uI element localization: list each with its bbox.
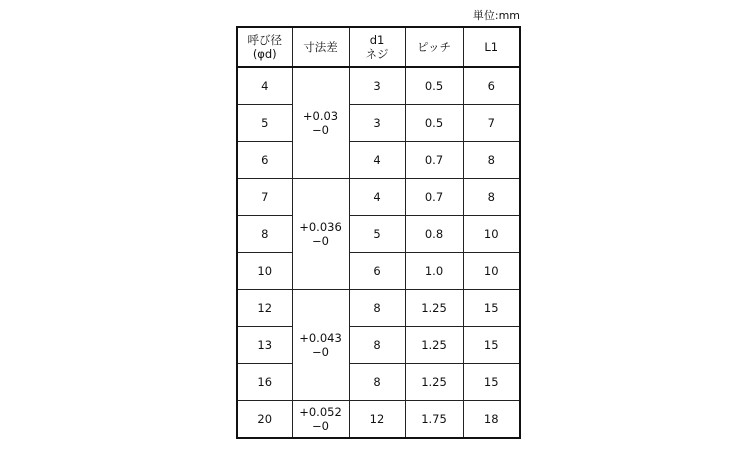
tolerance-upper: +0.03 xyxy=(302,109,339,123)
header-l1-label: L1 xyxy=(484,40,499,54)
cell-nominal-diameter: 13 xyxy=(237,327,292,364)
cell-d1: 5 xyxy=(349,216,405,253)
header-tolerance xyxy=(292,27,349,67)
tolerance-lower: −0 xyxy=(312,419,329,433)
cell-d1: 8 xyxy=(349,290,405,327)
table-row xyxy=(237,327,520,364)
cell-tolerance xyxy=(292,401,349,439)
tolerance-lower: −0 xyxy=(312,234,329,248)
cell-l1: 15 xyxy=(463,327,520,364)
table-row xyxy=(237,401,520,439)
cell-l1: 7 xyxy=(463,105,520,142)
tolerance-lower: −0 xyxy=(312,345,329,359)
cell-nominal-diameter: 20 xyxy=(237,401,292,439)
header-l1 xyxy=(463,27,520,67)
table-row xyxy=(237,179,520,216)
cell-d1: 4 xyxy=(349,142,405,179)
table-row xyxy=(237,105,520,142)
cell-tolerance xyxy=(292,290,349,401)
table-row xyxy=(237,216,520,253)
cell-nominal-diameter: 16 xyxy=(237,364,292,401)
table-row xyxy=(237,142,520,179)
tolerance-upper: +0.043 xyxy=(299,331,342,345)
header-row xyxy=(237,27,520,67)
cell-l1: 15 xyxy=(463,290,520,327)
table-row xyxy=(237,67,520,105)
tolerance-upper: +0.052 xyxy=(299,405,342,419)
header-tolerance-label: 寸法差 xyxy=(303,40,338,54)
header-pitch-label: ピッチ xyxy=(416,40,452,54)
cell-d1: 12 xyxy=(349,401,405,439)
cell-pitch: 1.75 xyxy=(405,401,463,439)
cell-nominal-diameter: 4 xyxy=(237,67,292,105)
cell-pitch: 0.7 xyxy=(405,142,463,179)
header-nominal-diameter xyxy=(237,27,292,67)
header-nominal-line1: 呼び径 xyxy=(247,33,282,47)
cell-nominal-diameter: 5 xyxy=(237,105,292,142)
header-d1-line1: d1 xyxy=(369,33,385,47)
cell-l1: 18 xyxy=(463,401,520,439)
cell-nominal-diameter: 8 xyxy=(237,216,292,253)
cell-l1: 10 xyxy=(463,253,520,290)
cell-l1: 8 xyxy=(463,179,520,216)
cell-d1: 3 xyxy=(349,67,405,105)
table-row xyxy=(237,253,520,290)
cell-nominal-diameter: 7 xyxy=(237,179,292,216)
cell-nominal-diameter: 12 xyxy=(237,290,292,327)
cell-d1: 4 xyxy=(349,179,405,216)
header-nominal-line2: (φd) xyxy=(252,47,277,61)
cell-d1: 3 xyxy=(349,105,405,142)
cell-pitch: 1.25 xyxy=(405,290,463,327)
cell-l1: 6 xyxy=(463,67,520,105)
cell-pitch: 1.25 xyxy=(405,327,463,364)
cell-nominal-diameter: 10 xyxy=(237,253,292,290)
cell-pitch: 1.0 xyxy=(405,253,463,290)
tolerance-upper: +0.036 xyxy=(299,220,342,234)
cell-l1: 10 xyxy=(463,216,520,253)
cell-l1: 8 xyxy=(463,142,520,179)
table-row xyxy=(237,290,520,327)
unit-label: 単位:mm xyxy=(472,9,520,22)
cell-d1: 8 xyxy=(349,364,405,401)
table-row xyxy=(237,364,520,401)
cell-pitch: 0.5 xyxy=(405,105,463,142)
cell-nominal-diameter: 6 xyxy=(237,142,292,179)
cell-pitch: 0.5 xyxy=(405,67,463,105)
cell-tolerance xyxy=(292,67,349,179)
header-pitch xyxy=(405,27,463,67)
tolerance-lower: −0 xyxy=(312,123,329,137)
cell-d1: 6 xyxy=(349,253,405,290)
dimension-table xyxy=(236,26,521,439)
cell-d1: 8 xyxy=(349,327,405,364)
cell-pitch: 0.7 xyxy=(405,179,463,216)
cell-pitch: 1.25 xyxy=(405,364,463,401)
header-d1-line2: ネジ xyxy=(365,47,389,61)
cell-pitch: 0.8 xyxy=(405,216,463,253)
cell-tolerance xyxy=(292,179,349,290)
header-d1 xyxy=(349,27,405,67)
cell-l1: 15 xyxy=(463,364,520,401)
